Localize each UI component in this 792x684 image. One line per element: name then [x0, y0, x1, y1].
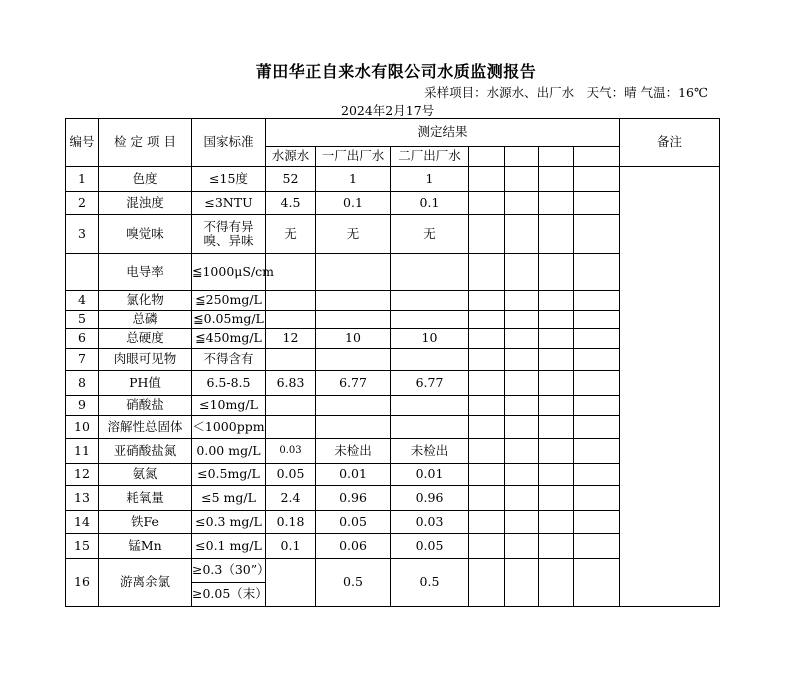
row-value-4	[505, 439, 539, 464]
row-item: 混浊度	[99, 192, 192, 215]
row-no: 7	[66, 349, 99, 371]
row-item: 硝酸盐	[99, 396, 192, 416]
row-value-1	[316, 291, 391, 311]
row-value-3	[469, 439, 505, 464]
row-standard: ≤0.3 mg/L	[192, 511, 266, 534]
row-no: 8	[66, 371, 99, 396]
row-value-5	[539, 329, 574, 349]
row-value-2: 无	[391, 215, 469, 254]
row-item: 耗氧量	[99, 486, 192, 511]
row-value-3	[469, 464, 505, 486]
header-results: 测定结果	[266, 119, 620, 147]
water-quality-table	[65, 118, 720, 607]
row-no: 14	[66, 511, 99, 534]
row-value-4	[505, 192, 539, 215]
row-value-4	[505, 464, 539, 486]
header-sub-2: 二厂出厂水	[391, 147, 469, 167]
row-item: 游离余氯	[99, 559, 192, 607]
table-row	[66, 167, 720, 192]
row-item: 溶解性总固体	[99, 416, 192, 439]
row-item: 锰Mn	[99, 534, 192, 559]
row-value-6	[574, 329, 620, 349]
row-value-5	[539, 464, 574, 486]
row-value-6	[574, 464, 620, 486]
row-value-1: 0.5	[316, 559, 391, 607]
row-value-2	[391, 396, 469, 416]
row-value-3	[469, 254, 505, 291]
row-value-6	[574, 254, 620, 291]
row-no: 13	[66, 486, 99, 511]
row-value-6	[574, 511, 620, 534]
row-item: 色度	[99, 167, 192, 192]
row-value-6	[574, 215, 620, 254]
header-notes: 备注	[620, 119, 720, 167]
row-no: 9	[66, 396, 99, 416]
row-value-0: 0.05	[266, 464, 316, 486]
row-value-5	[539, 291, 574, 311]
row-value-2: 10	[391, 329, 469, 349]
row-standard: 6.5-8.5	[192, 371, 266, 396]
row-value-6	[574, 559, 620, 607]
row-standard: ≤5 mg/L	[192, 486, 266, 511]
row-value-3	[469, 215, 505, 254]
row-value-5	[539, 416, 574, 439]
row-value-1	[316, 396, 391, 416]
row-standard-b: ≥0.05（末）	[192, 583, 266, 607]
row-value-3	[469, 329, 505, 349]
row-value-0: 6.83	[266, 371, 316, 396]
row-value-3	[469, 534, 505, 559]
row-item: PH值	[99, 371, 192, 396]
row-value-1: 1	[316, 167, 391, 192]
row-item: 总磷	[99, 311, 192, 329]
row-value-6	[574, 311, 620, 329]
row-item: 总硬度	[99, 329, 192, 349]
row-standard: ＜1000ppm	[192, 416, 266, 439]
row-value-0	[266, 559, 316, 607]
header-standard: 国家标准	[192, 119, 266, 167]
row-value-5	[539, 511, 574, 534]
row-value-5	[539, 192, 574, 215]
row-value-1: 0.96	[316, 486, 391, 511]
row-value-0: 无	[266, 215, 316, 254]
row-value-3	[469, 192, 505, 215]
row-value-6	[574, 167, 620, 192]
header-sub-5	[539, 147, 574, 167]
row-item: 铁Fe	[99, 511, 192, 534]
row-value-2: 0.1	[391, 192, 469, 215]
row-standard: 0.00 mg/L	[192, 439, 266, 464]
row-value-1: 0.05	[316, 511, 391, 534]
row-value-6	[574, 192, 620, 215]
row-value-5	[539, 215, 574, 254]
row-value-3	[469, 167, 505, 192]
header-sub-0: 水源水	[266, 147, 316, 167]
row-standard: ≤0.5mg/L	[192, 464, 266, 486]
row-value-0	[266, 349, 316, 371]
row-value-0: 52	[266, 167, 316, 192]
row-value-1	[316, 254, 391, 291]
row-value-4	[505, 534, 539, 559]
row-value-3	[469, 349, 505, 371]
row-value-2	[391, 254, 469, 291]
sampling-info: 采样项目：水源水、出厂水 天气：晴 气温：16℃	[424, 85, 708, 100]
row-item: 电导率	[99, 254, 192, 291]
report-title: 莆田华正自来水有限公司水质监测报告	[255, 62, 537, 81]
row-standard: ≤10mg/L	[192, 396, 266, 416]
row-value-6	[574, 396, 620, 416]
row-value-3	[469, 559, 505, 607]
row-item: 亚硝酸盐氮	[99, 439, 192, 464]
row-value-5	[539, 254, 574, 291]
row-value-5	[539, 167, 574, 192]
row-value-5	[539, 349, 574, 371]
row-value-3	[469, 511, 505, 534]
row-value-1	[316, 311, 391, 329]
header-item: 检 定 项 目	[99, 119, 192, 167]
row-value-3	[469, 291, 505, 311]
row-value-4	[505, 329, 539, 349]
row-standard: ≦0.05mg/L	[192, 311, 266, 329]
row-value-1: 无	[316, 215, 391, 254]
row-standard: ≦1000μS/cm	[192, 254, 266, 291]
row-no: 16	[66, 559, 99, 607]
row-value-0	[266, 396, 316, 416]
row-value-6	[574, 349, 620, 371]
row-no: 11	[66, 439, 99, 464]
row-value-5	[539, 486, 574, 511]
row-value-1	[316, 416, 391, 439]
row-value-2	[391, 349, 469, 371]
row-value-5	[539, 396, 574, 416]
header-row	[66, 119, 720, 147]
header-no: 编号	[66, 119, 99, 167]
row-value-6	[574, 371, 620, 396]
row-value-3	[469, 416, 505, 439]
row-value-5	[539, 534, 574, 559]
row-value-0	[266, 311, 316, 329]
row-value-4	[505, 291, 539, 311]
row-no: 12	[66, 464, 99, 486]
row-no: 4	[66, 291, 99, 311]
row-standard: ≤3NTU	[192, 192, 266, 215]
report-date: 2024年2月17号	[341, 103, 435, 118]
row-value-4	[505, 416, 539, 439]
row-no: 6	[66, 329, 99, 349]
row-value-3	[469, 371, 505, 396]
row-standard: ≦450mg/L	[192, 329, 266, 349]
row-value-0: 12	[266, 329, 316, 349]
row-value-1: 10	[316, 329, 391, 349]
row-value-4	[505, 486, 539, 511]
row-value-4	[505, 511, 539, 534]
row-value-4	[505, 396, 539, 416]
row-value-1: 未检出	[316, 439, 391, 464]
header-sub-1: 一厂出厂水	[316, 147, 391, 167]
header-sub-4	[505, 147, 539, 167]
notes-cell	[620, 167, 720, 607]
row-value-6	[574, 416, 620, 439]
row-value-0: 4.5	[266, 192, 316, 215]
header-sub-3	[469, 147, 505, 167]
row-value-1: 0.01	[316, 464, 391, 486]
row-value-4	[505, 167, 539, 192]
row-standard: ≦250mg/L	[192, 291, 266, 311]
row-value-4	[505, 254, 539, 291]
row-value-0: 0.18	[266, 511, 316, 534]
row-value-2: 0.05	[391, 534, 469, 559]
row-value-2: 0.01	[391, 464, 469, 486]
row-value-1: 0.1	[316, 192, 391, 215]
row-no: 3	[66, 215, 99, 254]
header-sub-6	[574, 147, 620, 167]
row-standard: ≤0.1 mg/L	[192, 534, 266, 559]
row-value-2	[391, 311, 469, 329]
row-value-0: 0.03	[266, 439, 316, 464]
row-value-2: 6.77	[391, 371, 469, 396]
row-value-0	[266, 291, 316, 311]
row-value-6	[574, 486, 620, 511]
row-no: 10	[66, 416, 99, 439]
row-item: 氨氮	[99, 464, 192, 486]
row-value-2: 0.96	[391, 486, 469, 511]
row-value-6	[574, 439, 620, 464]
row-value-4	[505, 215, 539, 254]
row-value-5	[539, 371, 574, 396]
row-value-3	[469, 486, 505, 511]
row-value-2: 0.5	[391, 559, 469, 607]
row-item: 氯化物	[99, 291, 192, 311]
row-value-3	[469, 311, 505, 329]
row-value-4	[505, 371, 539, 396]
row-value-6	[574, 534, 620, 559]
row-value-2: 0.03	[391, 511, 469, 534]
row-value-2: 1	[391, 167, 469, 192]
row-value-0: 2.4	[266, 486, 316, 511]
row-no: 2	[66, 192, 99, 215]
row-value-5	[539, 559, 574, 607]
row-value-4	[505, 559, 539, 607]
row-value-4	[505, 311, 539, 329]
row-value-1	[316, 349, 391, 371]
row-value-0: 0.1	[266, 534, 316, 559]
row-value-5	[539, 439, 574, 464]
row-value-2	[391, 291, 469, 311]
row-value-6	[574, 291, 620, 311]
row-item: 肉眼可见物	[99, 349, 192, 371]
row-standard: 不得有异嗅、异味	[192, 215, 266, 254]
row-no: 1	[66, 167, 99, 192]
row-value-2: 未检出	[391, 439, 469, 464]
row-value-4	[505, 349, 539, 371]
row-standard-a: ≥0.3（30”）	[192, 559, 266, 583]
row-standard: ≤15度	[192, 167, 266, 192]
row-no: 15	[66, 534, 99, 559]
row-no	[66, 254, 99, 291]
row-no: 5	[66, 311, 99, 329]
row-value-2	[391, 416, 469, 439]
row-item: 嗅觉味	[99, 215, 192, 254]
row-value-1: 0.06	[316, 534, 391, 559]
row-value-5	[539, 311, 574, 329]
row-value-3	[469, 396, 505, 416]
row-standard: 不得含有	[192, 349, 266, 371]
row-value-0	[266, 416, 316, 439]
row-value-1: 6.77	[316, 371, 391, 396]
